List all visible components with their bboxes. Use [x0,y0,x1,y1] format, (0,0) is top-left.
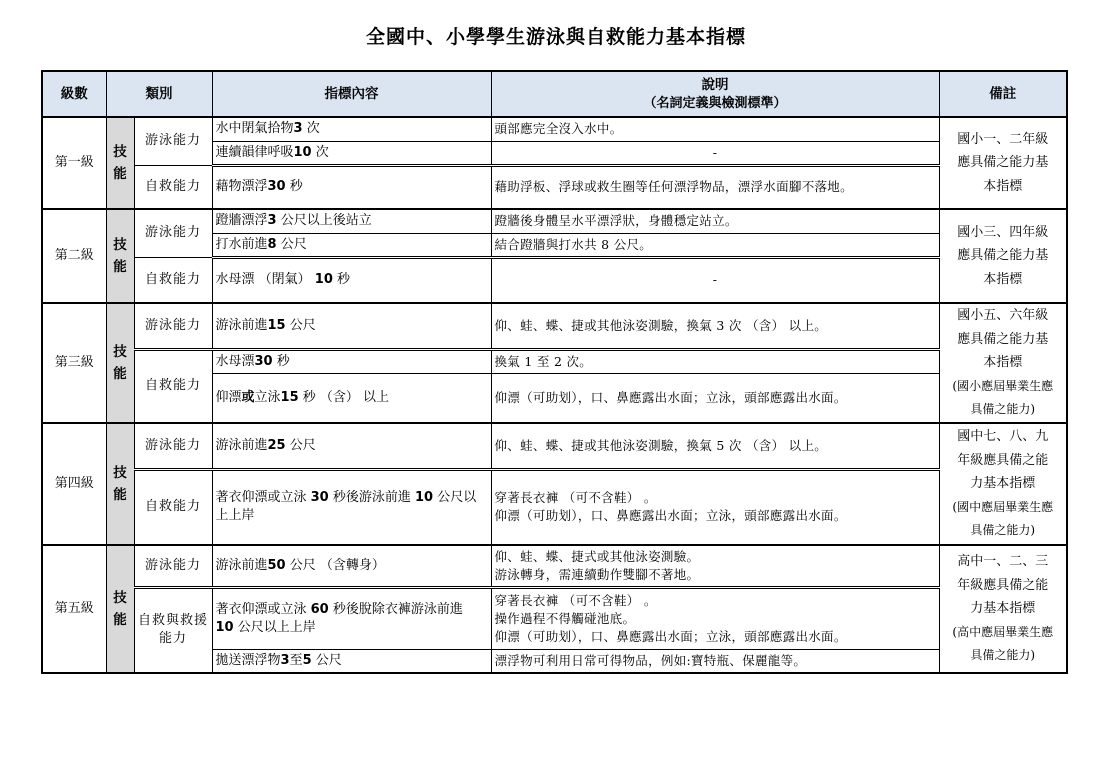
category-self: 自救能力 [134,257,212,303]
header-explain-sub: （名詞定義與檢測標準） [643,95,787,111]
indicator-text: 著衣仰漂或立泳 30 秒後游泳前進 10 公尺以上上岸 [212,469,491,545]
table-row [42,545,1067,587]
category-swim: 游泳能力 [134,209,212,257]
description-text: 藉助浮板、浮球或救生圈等任何漂浮物品，漂浮水面腳不落地。 [491,165,939,209]
indicator-text: 拋送漂浮物3至5 公尺 [212,649,491,673]
description-text: 仰漂（可助划），口、鼻應露出水面；立泳，頭部應露出水面。 [491,373,939,423]
header-category: 類別 [106,71,212,117]
category-self: 自救能力 [134,349,212,423]
level-name: 第四級 [42,423,106,545]
indicator-text: 水母漂 （閉氣） 10 秒 [212,257,491,303]
table-row [42,117,1067,141]
indicator-text: 游泳前進25 公尺 [212,423,491,469]
skill-label: 技 能 [106,423,134,545]
table-row [42,165,1067,209]
category-swim: 游泳能力 [134,545,212,587]
note-cell: 國小五、六年級 應具備之能力基 本指標 (國小應屆畢業生應 具備之能力) [939,303,1067,423]
header-row [42,71,1067,117]
table-row [42,423,1067,469]
level-name: 第五級 [42,545,106,673]
note-cell: 高中一、二、三 年級應具備之能 力基本指標 (高中應屆畢業生應 具備之能力) [939,545,1067,673]
table-row [42,587,1067,649]
level-name: 第二級 [42,209,106,303]
indicator-text: 水中閉氣拾物3 次 [212,117,491,141]
skill-label: 技 能 [106,117,134,209]
indicator-text: 連續韻律呼吸10 次 [212,141,491,165]
header-level: 級數 [42,71,106,117]
indicator-table [41,70,1068,674]
category-self: 自救能力 [134,165,212,209]
level-name: 第一級 [42,117,106,209]
description-text: 換氣 1 至 2 次。 [491,349,939,373]
table-row [42,349,1067,373]
indicator-text: 游泳前進50 公尺 （含轉身） [212,545,491,587]
category-self: 自救與救援能力 [134,587,212,673]
category-self: 自救能力 [134,469,212,545]
level-name: 第三級 [42,303,106,423]
description-text: 仰、蛙、蝶、捷或其他泳姿測驗，換氣 5 次 （含） 以上。 [491,423,939,469]
header-indicator: 指標內容 [212,71,491,117]
indicator-text: 仰漂或立泳15 秒 （含） 以上 [212,373,491,423]
indicator-text: 打水前進8 公尺 [212,233,491,257]
skill-label: 技 能 [106,303,134,423]
indicator-text: 著衣仰漂或立泳 60 秒後脫除衣褲游泳前進 10 公尺以上上岸 [212,587,491,649]
note-cell: 國小三、四年級 應具備之能力基 本指標 [939,209,1067,303]
indicator-text: 藉物漂浮30 秒 [212,165,491,209]
description-text: - [491,257,939,303]
page-title: 全國中、小學學生游泳與自救能力基本指標 [365,26,746,48]
description-text: 穿著長衣褲 （可不含鞋） 。 操作過程不得觸碰池底。 仰漂（可助划），口、鼻應露出水面；立泳，頭部應露出水面。 [491,587,939,649]
header-explain [491,71,939,117]
table-row [42,257,1067,303]
indicator-text: 水母漂30 秒 [212,349,491,373]
description-text: - [491,141,939,165]
table-row [42,209,1067,233]
description-text: 漂浮物可利用日常可得物品，例如:寶特瓶、保麗龍等。 [491,649,939,673]
note-cell: 國小一、二年級 應具備之能力基 本指標 [939,117,1067,209]
description-text: 蹬牆後身體呈水平漂浮狀，身體穩定站立。 [491,209,939,233]
indicator-text: 蹬牆漂浮3 公尺以上後站立 [212,209,491,233]
description-text: 頭部應完全沒入水中。 [491,117,939,141]
indicator-text: 游泳前進15 公尺 [212,303,491,349]
category-swim: 游泳能力 [134,117,212,165]
category-swim: 游泳能力 [134,303,212,349]
description-text: 仰、蛙、蝶、捷或其他泳姿測驗，換氣 3 次 （含） 以上。 [491,303,939,349]
table-row [42,469,1067,545]
table-row [42,303,1067,349]
skill-label: 技 能 [106,209,134,303]
skill-label: 技 能 [106,545,134,673]
description-text: 結合蹬牆與打水共 8 公尺。 [491,233,939,257]
header-note: 備註 [939,71,1067,117]
category-swim: 游泳能力 [134,423,212,469]
note-cell: 國中七、八、九 年級應具備之能 力基本指標 (國中應屆畢業生應 具備之能力) [939,423,1067,545]
description-text: 穿著長衣褲 （可不含鞋） 。 仰漂（可助划），口、鼻應露出水面；立泳，頭部應露出水面。 [491,469,939,545]
description-text: 仰、蛙、蝶、捷式或其他泳姿測驗。 游泳轉身，需連續動作雙腳不著地。 [491,545,939,587]
header-explain-title: 說明 [701,76,729,93]
